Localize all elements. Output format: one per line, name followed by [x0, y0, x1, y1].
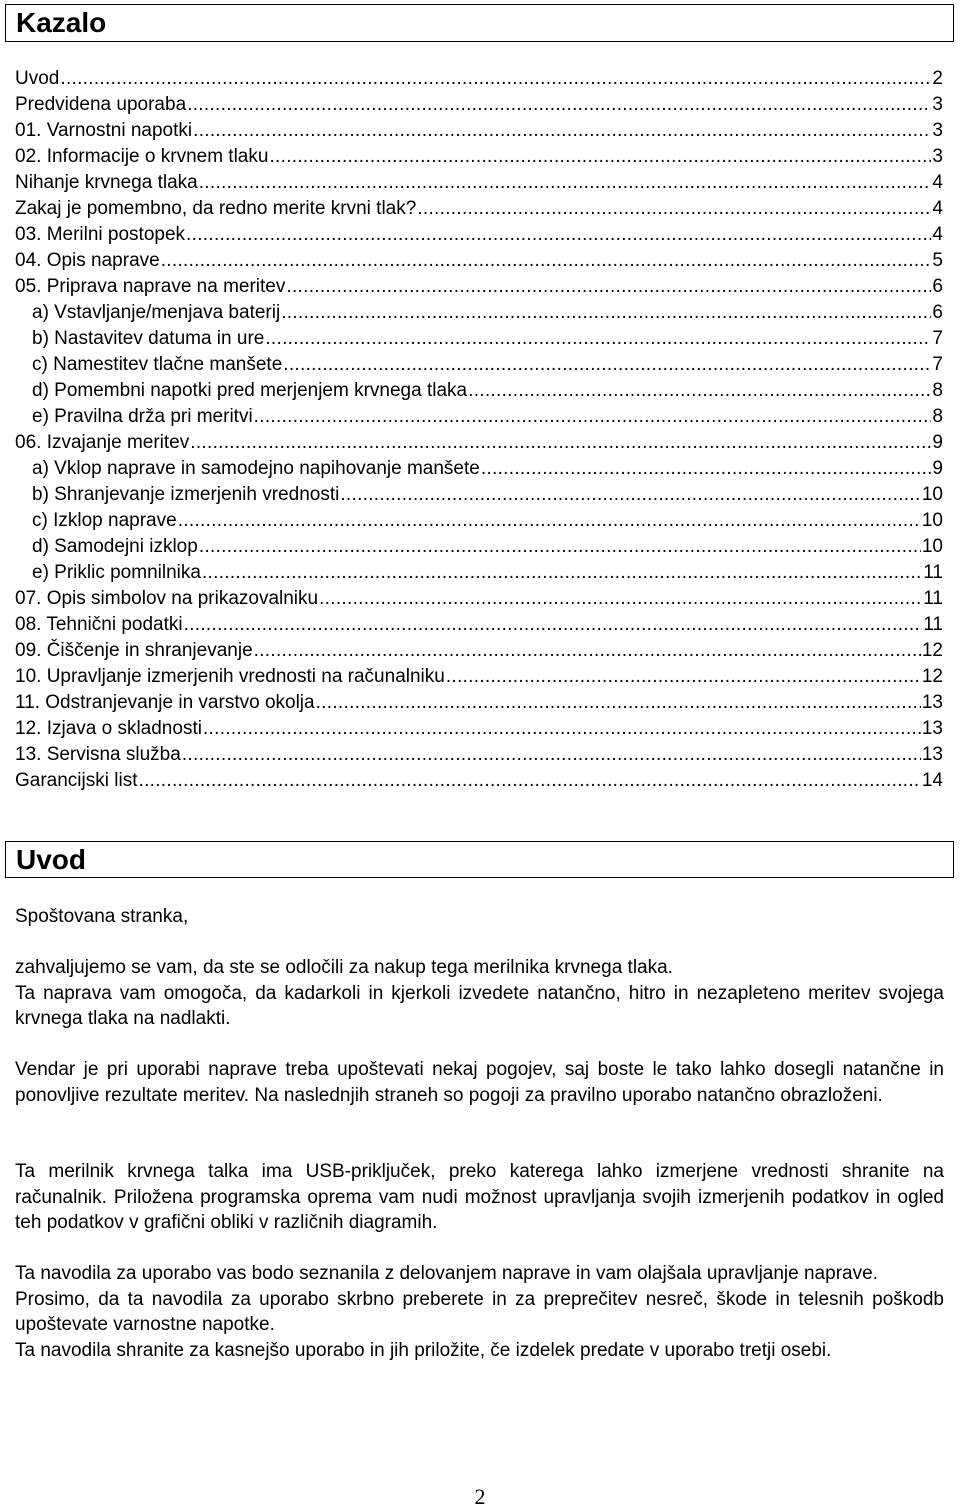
toc-entry-title: 04. Opis naprave: [15, 250, 160, 271]
toc-entry-page: 14: [921, 770, 943, 791]
toc-entry-title: 03. Merilni postopek: [15, 224, 186, 245]
toc-entry-page: 6: [932, 302, 943, 323]
toc-dot-leader: [190, 430, 931, 456]
toc-entry-page: 13: [921, 718, 943, 739]
toc-entry[interactable]: [15, 118, 943, 144]
toc-entry-title: e) Pravilna drža pri meritvi: [32, 406, 253, 427]
toc-entry-title: c) Izklop naprave: [32, 510, 177, 531]
toc-dot-leader: [199, 534, 921, 560]
toc-entry[interactable]: [15, 664, 943, 690]
toc-entry-title: 12. Izjava o skladnosti: [15, 718, 202, 739]
toc-entry[interactable]: [15, 92, 943, 118]
toc-entry-title: 06. Izvajanje meritev: [15, 432, 190, 453]
intro-text: zahvaljujemo se vam, da ste se odločili za nakup tega merilnika krvnega tlaka.: [15, 957, 673, 978]
toc-entry-page: 3: [932, 120, 943, 141]
toc-entry[interactable]: [15, 742, 943, 768]
intro-salutation-block: [15, 904, 944, 930]
toc-entry[interactable]: [15, 638, 943, 664]
intro-text: Prosimo, da ta navodila za uporabo skrbno preberete in za preprečitev nesreč, škode in telesnih poškodb upoštevate varnostne napotke.: [15, 1288, 944, 1335]
toc-entry[interactable]: [15, 352, 943, 378]
toc-dot-leader: [193, 118, 931, 144]
toc-entry[interactable]: [15, 482, 943, 508]
toc-entry-title: d) Pomembni napotki pred merjenjem krvnega tlaka: [32, 380, 468, 401]
intro-text: Vendar je pri uporabi naprave treba upoštevati nekaj pogojev, saj boste le tako lahko dosegli natančne in ponovljive rezultate meritev. Na naslednjih straneh so pogoji za pravilno uporabo natančno obrazloženi.: [15, 1059, 944, 1106]
toc-entry[interactable]: [15, 144, 943, 170]
toc-entry-title: 05. Priprava naprave na meritev: [15, 276, 286, 297]
toc-entry[interactable]: [15, 768, 943, 794]
intro-text: Ta navodila shranite za kasnejšo uporabo in jih priložite, če izdelek predate v uporabo tretji osebi.: [15, 1339, 832, 1361]
toc-dot-leader: [184, 612, 923, 638]
toc-entry[interactable]: [15, 66, 943, 92]
toc-dot-leader: [340, 482, 921, 508]
toc-entry-title: a) Vklop naprave in samodejno napihovanje manšete: [32, 458, 480, 479]
toc-entry-page: 6: [932, 276, 943, 297]
toc-dot-leader: [202, 560, 922, 586]
toc-dot-leader: [187, 92, 931, 118]
toc-dot-leader: [481, 456, 932, 482]
toc-dot-leader: [199, 170, 932, 196]
toc-entry-page: 9: [932, 458, 943, 479]
toc-entry[interactable]: [15, 300, 943, 326]
toc-entry-title: 13. Servisna služba: [15, 744, 181, 765]
toc-entry-page: 8: [932, 380, 943, 401]
intro-text: Ta naprava vam omogoča, da kadarkoli in kjerkoli izvedete natančno, hitro in nezapleteno meritev svojega krvnega tlaka na nadlakti.: [15, 982, 944, 1029]
toc-entry[interactable]: [15, 274, 943, 300]
toc-dot-leader: [281, 300, 931, 326]
toc-dot-leader: [138, 768, 920, 794]
toc-entry-page: 13: [921, 744, 943, 765]
toc-entry-title: Zakaj je pomembno, da redno merite krvni tlak?: [15, 198, 417, 219]
toc-heading: Kazalo: [16, 7, 107, 38]
toc-entry-title: d) Samodejni izklop: [32, 536, 198, 557]
toc-entry-page: 4: [932, 224, 943, 245]
toc-entry-page: 7: [932, 354, 943, 375]
toc-entry-page: 10: [921, 536, 943, 557]
toc-entry[interactable]: [15, 404, 943, 430]
toc-entry-title: 02. Informacije o krvnem tlaku: [15, 146, 269, 167]
toc-entry[interactable]: [15, 612, 943, 638]
toc-entry-title: Garancijski list: [15, 770, 138, 791]
toc-dot-leader: [186, 222, 931, 248]
toc-entry-title: 08. Tehnični podatki: [15, 614, 183, 635]
toc-entry-title: c) Namestitev tlačne manšete: [32, 354, 283, 375]
toc-dot-leader: [60, 66, 931, 92]
intro-paragraph-2: [15, 1057, 944, 1108]
toc-entry-page: 9: [932, 432, 943, 453]
toc-entry-title: 10. Upravljanje izmerjenih vrednosti na računalniku: [15, 666, 445, 687]
toc-entry-title: 01. Varnostni napotki: [15, 120, 193, 141]
salutation: Spoštovana stranka,: [15, 906, 189, 927]
toc-entry-title: Uvod: [15, 68, 60, 89]
toc-entry-page: 2: [932, 68, 943, 89]
toc-heading-box: [5, 4, 954, 42]
intro-paragraph-3: [15, 1159, 944, 1236]
toc-entry[interactable]: [15, 430, 943, 456]
intro-text: Ta merilnik krvnega talka ima USB-priključek, preko katerega lahko izmerjene vrednosti shranite na računalnik. Priložena programska oprema vam nudi možnost upravljanja svojih izmerjenih podatkov in ogled teh podatkov v grafični obliki v različnih diagramih.: [15, 1161, 944, 1233]
table-of-contents: [15, 66, 943, 794]
toc-dot-leader: [446, 664, 921, 690]
toc-entry-title: a) Vstavljanje/menjava baterij: [32, 302, 281, 323]
toc-dot-leader: [316, 690, 921, 716]
intro-paragraph-1: [15, 955, 944, 1032]
toc-entry-page: 7: [932, 328, 943, 349]
toc-entry[interactable]: [15, 586, 943, 612]
toc-dot-leader: [178, 508, 921, 534]
toc-entry-page: 13: [921, 692, 943, 713]
toc-entry[interactable]: [15, 690, 943, 716]
toc-dot-leader: [161, 248, 932, 274]
toc-entry[interactable]: [15, 170, 943, 196]
toc-dot-leader: [283, 352, 931, 378]
toc-entry-title: 11. Odstranjevanje in varstvo okolja: [15, 692, 315, 713]
toc-entry-page: 3: [932, 146, 943, 167]
toc-entry-title: 07. Opis simbolov na prikazovalniku: [15, 588, 319, 609]
toc-dot-leader: [269, 144, 931, 170]
toc-dot-leader: [417, 196, 931, 222]
toc-entry[interactable]: [15, 456, 943, 482]
toc-dot-leader: [265, 326, 931, 352]
toc-entry[interactable]: [15, 248, 943, 274]
intro-paragraph-4: [15, 1261, 944, 1363]
toc-entry-title: 09. Čiščenje in shranjevanje: [15, 640, 253, 661]
page-number: 2: [474, 1484, 486, 1509]
toc-entry-title: b) Nastavitev datuma in ure: [32, 328, 265, 349]
toc-entry-page: 3: [932, 94, 943, 115]
toc-entry-page: 8: [932, 406, 943, 427]
toc-entry-title: e) Priklic pomnilnika: [32, 562, 201, 583]
toc-entry[interactable]: [15, 326, 943, 352]
toc-entry[interactable]: [15, 222, 943, 248]
toc-dot-leader: [286, 274, 931, 300]
toc-dot-leader: [203, 716, 921, 742]
toc-entry-page: 11: [923, 614, 943, 635]
toc-entry-page: 10: [921, 510, 943, 531]
toc-dot-leader: [254, 404, 932, 430]
toc-entry[interactable]: [15, 534, 943, 560]
toc-entry[interactable]: [15, 508, 943, 534]
toc-entry-page: 5: [932, 250, 943, 271]
toc-entry[interactable]: [15, 560, 943, 586]
toc-entry-title: Predvidena uporaba: [15, 94, 187, 115]
toc-entry-page: 4: [932, 198, 943, 219]
toc-entry-page: 12: [921, 666, 943, 687]
toc-entry-page: 10: [921, 484, 943, 505]
toc-entry-title: b) Shranjevanje izmerjenih vrednosti: [32, 484, 340, 505]
intro-text: Ta navodila za uporabo vas bodo seznanila z delovanjem naprave in vam olajšala upravljanje naprave.: [15, 1263, 878, 1284]
toc-entry[interactable]: [15, 716, 943, 742]
intro-heading-box: [5, 841, 954, 878]
toc-dot-leader: [182, 742, 921, 768]
intro-heading: Uvod: [16, 843, 86, 875]
toc-dot-leader: [468, 378, 931, 404]
toc-entry[interactable]: [15, 196, 943, 222]
toc-entry-page: 4: [932, 172, 943, 193]
toc-dot-leader: [254, 638, 921, 664]
toc-entry-title: Nihanje krvnega tlaka: [15, 172, 198, 193]
toc-entry-page: 11: [923, 562, 943, 583]
toc-entry-page: 11: [923, 588, 943, 609]
toc-entry-page: 12: [921, 640, 943, 661]
toc-dot-leader: [319, 586, 922, 612]
toc-entry[interactable]: [15, 378, 943, 404]
